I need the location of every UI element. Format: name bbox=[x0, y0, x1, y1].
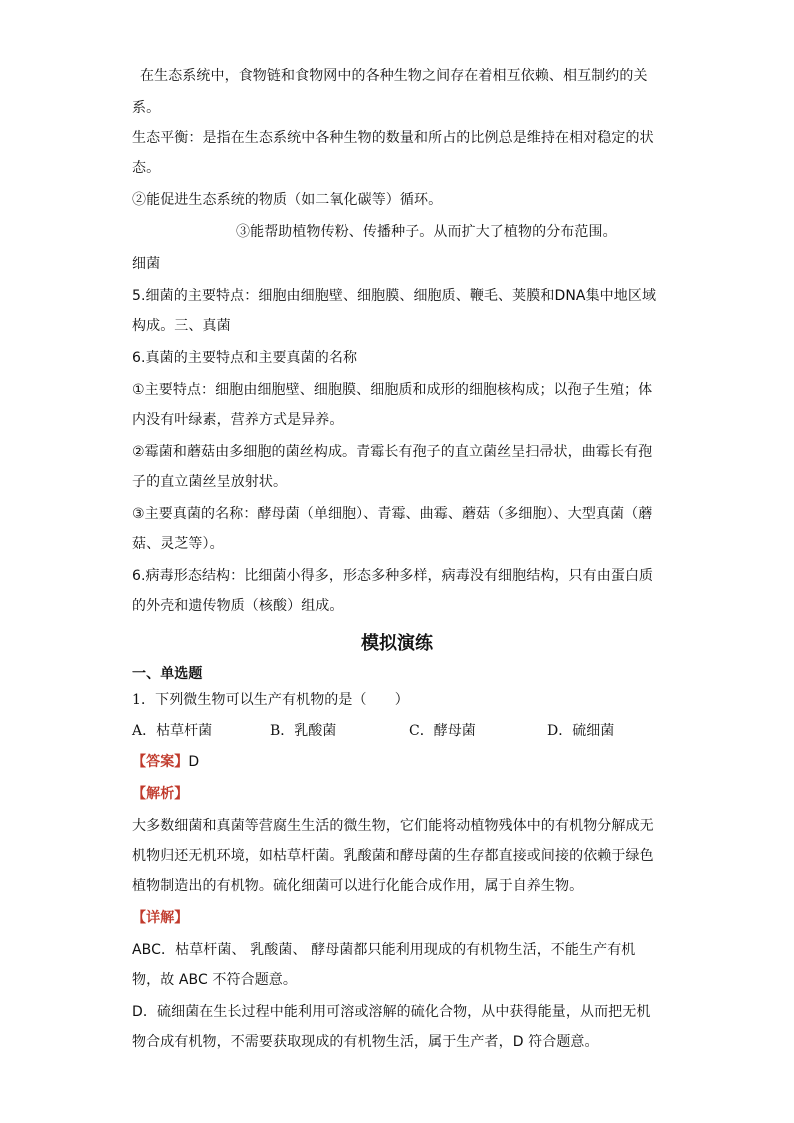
practice-title: 模拟演练 bbox=[361, 633, 433, 654]
intro-paragraph-line1: 在生态系统中，食物链和食物网中的各种生物之间存在着相互依赖、相互制约的关 bbox=[140, 68, 648, 84]
fungi-point1-line2: 内没有叶绿素，营养方式是异养。 bbox=[132, 412, 344, 428]
detail-line2: 物，故 ABC 不符合题意。 bbox=[132, 972, 298, 988]
detail-tag: 【详解】 bbox=[132, 910, 189, 926]
analysis-tag: 【解析】 bbox=[132, 786, 189, 802]
option-a: A．枯草杆菌 bbox=[132, 723, 213, 739]
answer-value: D bbox=[188, 754, 200, 770]
section-heading: 一、单选题 bbox=[132, 666, 203, 682]
option-c: C．酵母菌 bbox=[409, 723, 476, 739]
fungi-item-heading: 6.真菌的主要特点和主要真菌的名称 bbox=[132, 350, 358, 366]
fungi-point2-line2: 子的直立菌丝呈放射状。 bbox=[132, 474, 288, 490]
answer-tag: 【答案】 bbox=[132, 754, 189, 770]
analysis-line3: 植物制造出的有机物。硫化细菌可以进行化能合成作用，属于自养生物。 bbox=[132, 878, 584, 894]
fungi-point3-line1: ③主要真菌的名称：酵母菌（单细胞）、青霉、曲霉、蘑菇（多细胞）、大型真菌（蘑 bbox=[132, 506, 653, 522]
fungi-point2-line1: ②霉菌和蘑菇由多细胞的菌丝构成。青霉长有孢子的直立菌丝呈扫帚状，曲霉长有孢 bbox=[132, 444, 653, 460]
analysis-line2: 机物归还无机环境，如枯草杆菌。乳酸菌和酵母菌的生存都直接或间接的依赖于绿色 bbox=[132, 848, 654, 864]
detail-line3: D．硫细菌在生长过程中能利用可溶或溶解的硫化合物，从中获得能量，从而把无机 bbox=[132, 1004, 651, 1020]
point-3: ③能帮助植物传粉、传播种子。从而扩大了植物的分布范围。 bbox=[236, 224, 617, 240]
virus-line1: 6.病毒形态结构：比细菌小得多，形态多种多样，病毒没有细胞结构，只有由蛋白质 bbox=[132, 568, 654, 584]
detail-line1: ABC．枯草杆菌、 乳酸菌、 酵母菌都只能利用现成的有机物生活，不能生产有机 bbox=[132, 942, 636, 958]
intro-paragraph-line2: 系。 bbox=[132, 100, 161, 116]
bacteria-heading: 细菌 bbox=[132, 256, 161, 272]
fungi-point3-line2: 菇、灵芝等）。 bbox=[132, 536, 224, 552]
analysis-line1: 大多数细菌和真菌等营腐生生活的微生物，它们能将动植物残体中的有机物分解成无 bbox=[132, 818, 654, 834]
bacteria-item-line1: 5.细菌的主要特点：细胞由细胞壁、细胞膜、细胞质、鞭毛、荚膜和DNA集中地区域 bbox=[132, 288, 657, 304]
ecological-balance-line1: 生态平衡：是指在生态系统中各种生物的数量和所占的比例总是维持在相对稳定的状 bbox=[132, 130, 654, 146]
virus-line2: 的外壳和遗传物质（核酸）组成。 bbox=[132, 598, 344, 614]
question-1: 1．下列微生物可以生产有机物的是（ ） bbox=[132, 692, 409, 708]
option-d: D．硫细菌 bbox=[547, 723, 615, 739]
option-b: B．乳酸菌 bbox=[270, 723, 337, 739]
answer-row bbox=[132, 752, 199, 772]
ecological-balance-line2: 态。 bbox=[132, 160, 161, 176]
fungi-point1-line1: ①主要特点：细胞由细胞壁、细胞膜、细胞质和成形的细胞核构成；以孢子生殖；体 bbox=[132, 382, 653, 398]
point-2: ②能促进生态系统的物质（如二氧化碳等）循环。 bbox=[132, 192, 443, 208]
detail-line4: 物合成有机物，不需要获取现成的有机物生活，属于生产者，D 符合题意。 bbox=[132, 1034, 599, 1050]
bacteria-item-line2: 构成。三、真菌 bbox=[132, 318, 231, 334]
